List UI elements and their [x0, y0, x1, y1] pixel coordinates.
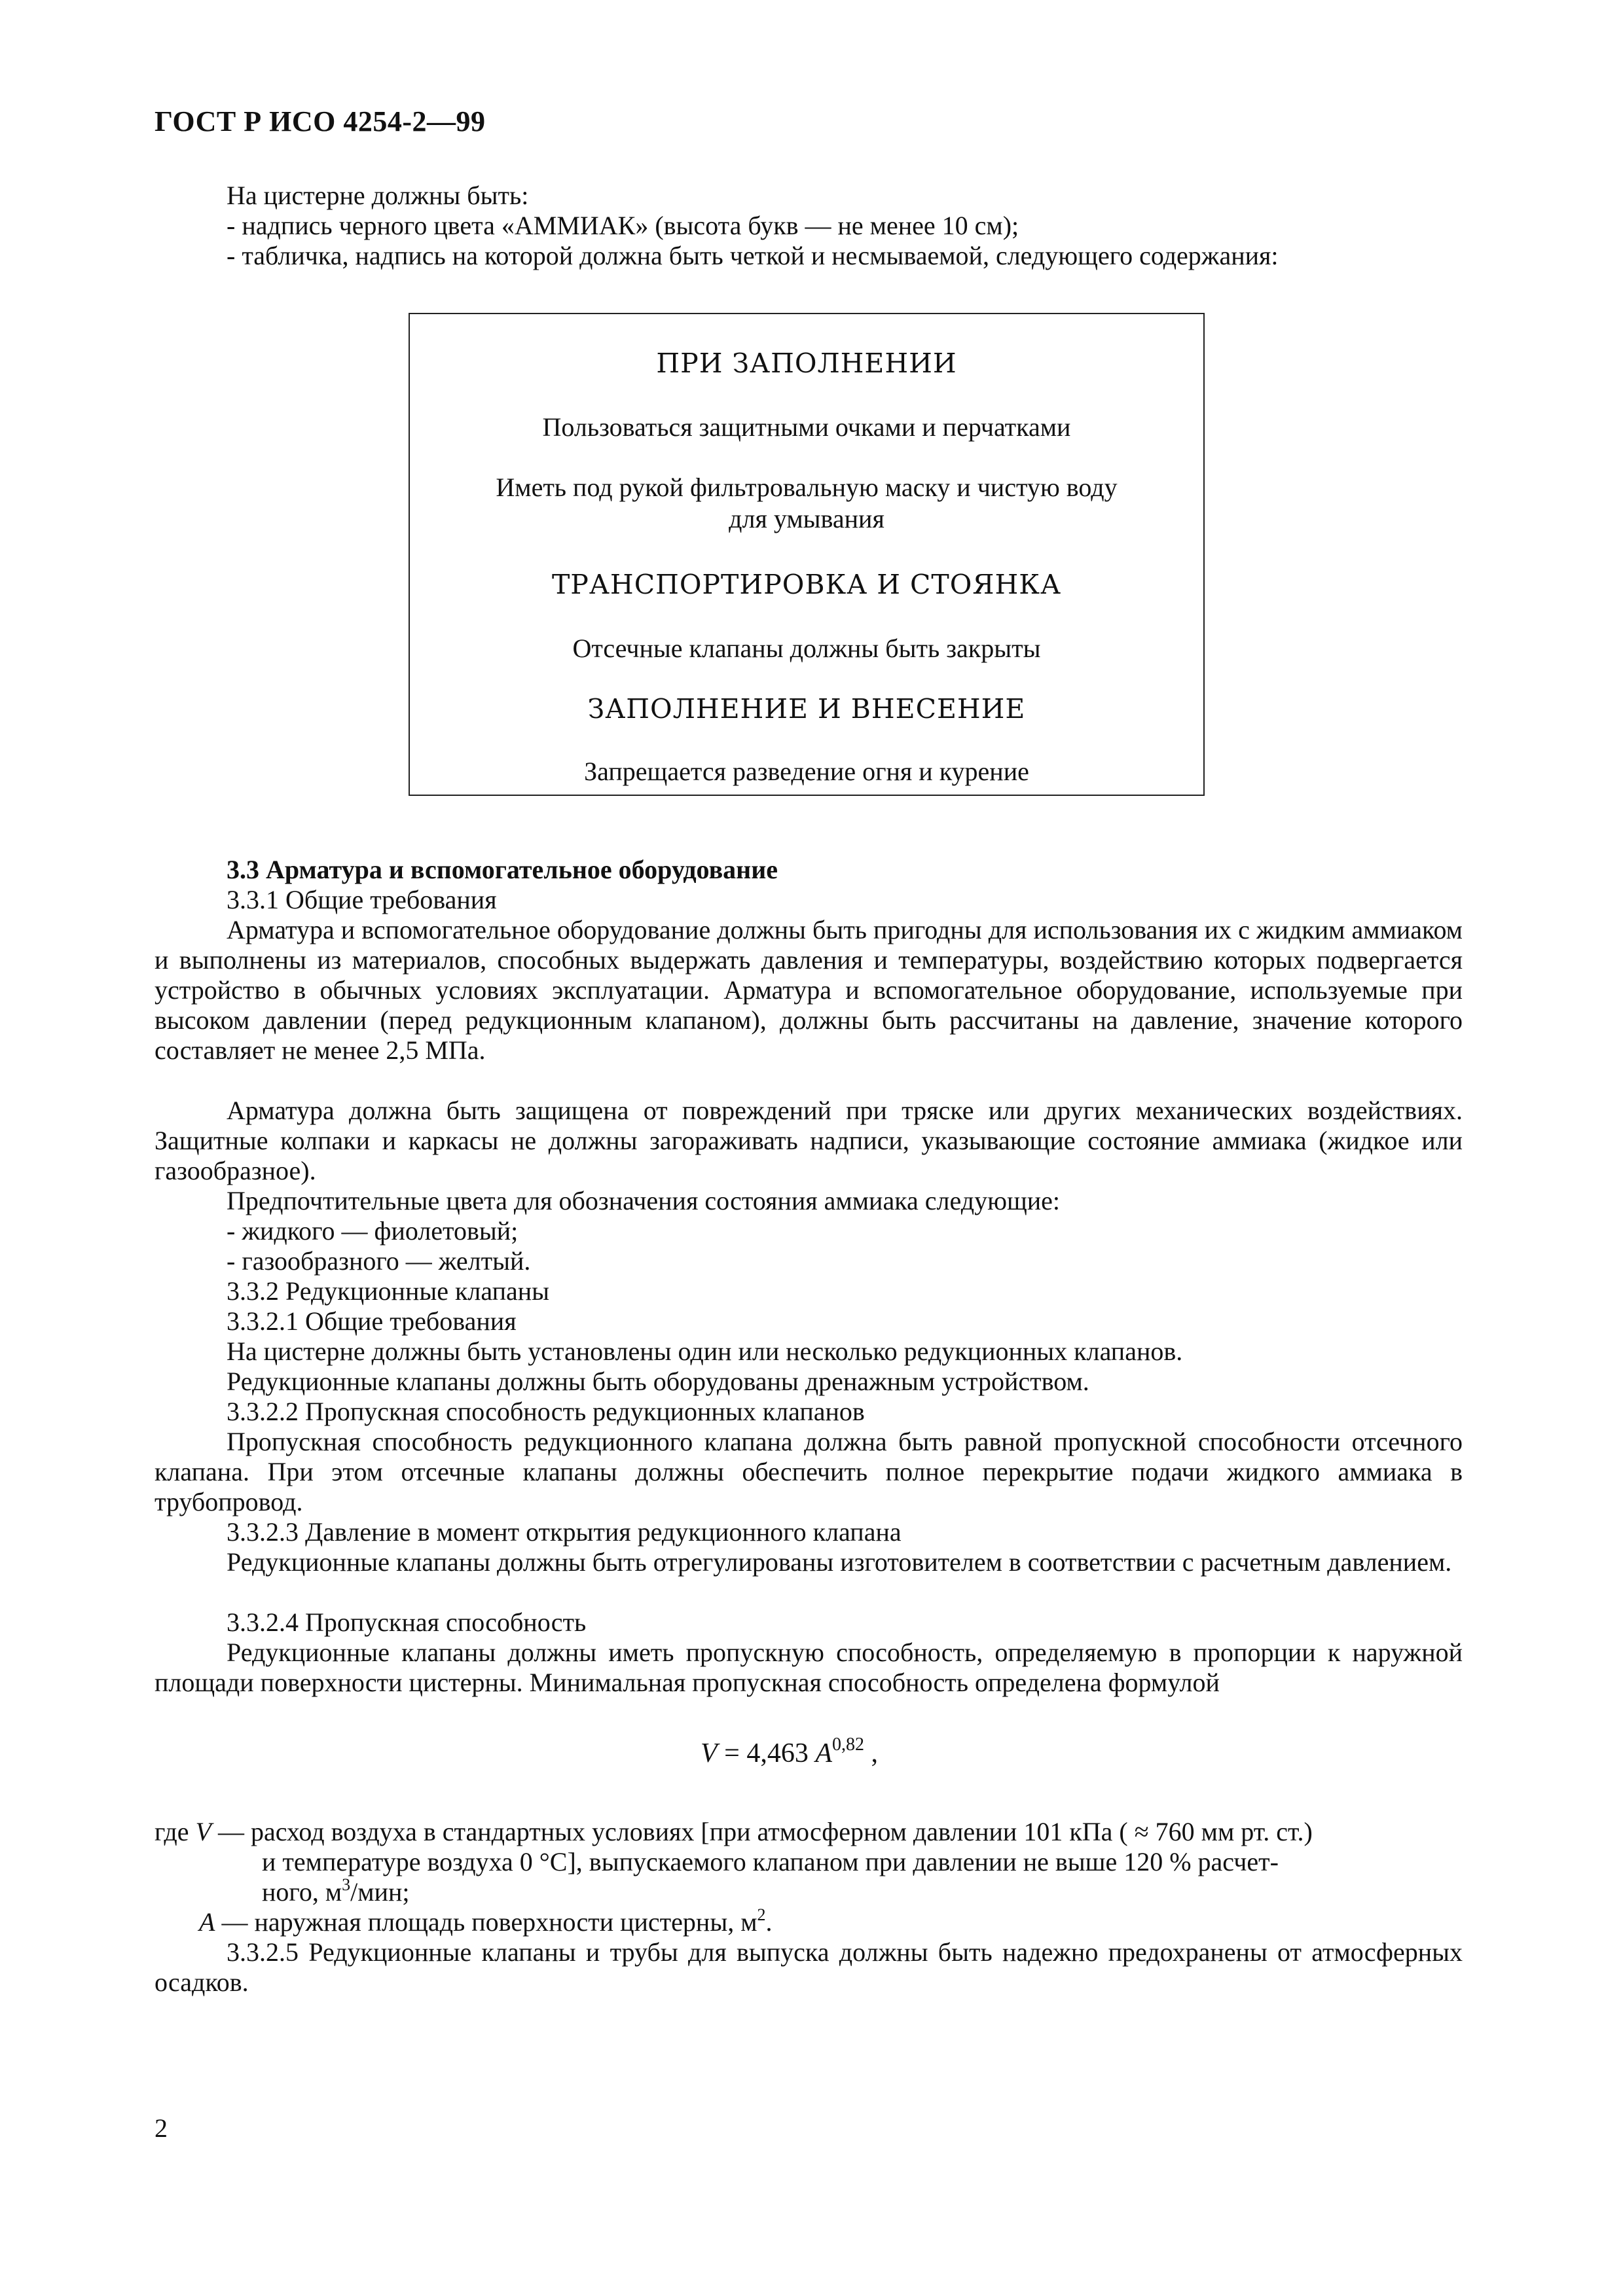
subsection-3-3-2-1: 3.3.2.1 Общие требования: [227, 1306, 517, 1336]
plate-line-valves: Отсечные клапаны должны быть закрыты: [572, 634, 1041, 663]
plate-line-goggles: Пользоваться защитными очками и перчатками: [542, 412, 1071, 442]
paragraph-protection: Арматура должна быть защищена от повреждений при тряске или других механических воздействиях. Защитные колпаки и каркасы не должны загораживать надписи, указывающие состояние аммиака (жидкое или газообразное).: [155, 1096, 1463, 1185]
plate-line-fire: Запрещается разведение огня и курение: [584, 757, 1029, 786]
standard-header: ГОСТ Р ИСО 4254-2—99: [155, 105, 486, 137]
legend-v-text: — расход воздуха в стандартных условиях [при атмосферном давлении 101 кПа ( ≈ 760 мм рт. ст.): [211, 1817, 1313, 1846]
subsection-3-3-2-4: 3.3.2.4 Пропускная способность: [227, 1607, 587, 1637]
formula-variable-v: V: [701, 1738, 718, 1768]
legend-v-line-3: [262, 1877, 410, 1907]
subsection-3-3-2: 3.3.2 Редукционные клапаны: [227, 1276, 550, 1306]
plate-line-mask-cont: для умывания: [729, 504, 884, 533]
legend-v-unit: ного, м: [262, 1877, 342, 1907]
legend-a-line: [199, 1907, 773, 1937]
color-gas: - газообразного — желтый.: [227, 1246, 531, 1276]
legend-a-text: — наружная площадь поверхности цистерны, м: [215, 1907, 757, 1937]
legend-v-unit-tail: /мин;: [350, 1877, 410, 1907]
legend-v-line: [155, 1817, 1313, 1847]
legend-v-unit-exponent: 3: [342, 1875, 351, 1894]
paragraph-drainage: Редукционные клапаны должны быть оборудованы дренажным устройством.: [227, 1367, 1089, 1396]
legend-v-symbol: V: [195, 1817, 211, 1846]
paragraph-adjustment: Редукционные клапаны должны быть отрегулированы изготовителем в соответствии с расчетным давлением.: [227, 1547, 1452, 1577]
formula-exponent: 0,82: [832, 1734, 864, 1755]
plate-line-mask: Иметь под рукой фильтровальную маску и чистую воду: [496, 473, 1118, 502]
formula-coefficient: = 4,463: [717, 1738, 816, 1768]
section-3-3-title: 3.3 Арматура и вспомогательное оборудование: [227, 855, 778, 884]
plate-heading-filling: ПРИ ЗАПОЛНЕНИИ: [656, 348, 957, 379]
capacity-formula: [701, 1734, 878, 1770]
intro-lead: На цистерне должны быть:: [227, 181, 529, 210]
paragraph-fittings: Арматура и вспомогательное оборудование должны быть пригодны для использования их с жидким аммиаком и выполнены из материалов, способных выдержать давления и температуры, воздействию которых подвергается устройство в обычных условиях эксплуатации. Арматура и вспомогательное оборудование, используемые при высоком давлении (перед редукционным клапаном), должны быть рассчитаны на давление, значение которого составляет не менее 2,5 МПа.: [155, 915, 1463, 1065]
legend-v-line-2: и температуре воздуха 0 °С], выпускаемого клапаном при давлении не выше 120 % расчет-: [262, 1847, 1279, 1876]
color-liquid: - жидкого — фиолетовый;: [227, 1216, 519, 1246]
colors-lead: Предпочтительные цвета для обозначения состояния аммиака следующие:: [227, 1186, 1061, 1215]
paragraph-3-3-2-5: 3.3.2.5 Редукционные клапаны и трубы для выпуска должны быть надежно предохранены от атмосферных осадков.: [155, 1937, 1463, 1997]
paragraph-valves-installed: На цистерне должны быть установлены один или несколько редукционных клапанов.: [227, 1336, 1183, 1366]
formula-variable-a: A: [815, 1738, 832, 1768]
formula-tail: ,: [864, 1738, 878, 1768]
subsection-3-3-2-3: 3.3.2.3 Давление в момент открытия редукционного клапана: [227, 1517, 902, 1547]
legend-a-unit-exponent: 2: [757, 1905, 766, 1924]
paragraph-capacity-equal: Пропускная способность редукционного клапана должна быть равной пропускной способности отсечного клапана. При этом отсечные клапаны должны обеспечить полное перекрытие подачи жидкого аммиака в трубопровод.: [155, 1427, 1463, 1516]
legend-a-tail: .: [765, 1907, 773, 1937]
intro-item: - надпись черного цвета «АММИАК» (высота букв — не менее 10 см);: [227, 211, 1019, 240]
plate-heading-transport: ТРАНСПОРТИРОВКА И СТОЯНКА: [551, 569, 1062, 600]
subsection-3-3-2-2: 3.3.2.2 Пропускная способность редукционных клапанов: [227, 1397, 865, 1426]
plate-heading-fill-apply: ЗАПОЛНЕНИЕ И ВНЕСЕНИЕ: [587, 693, 1026, 725]
paragraph-capacity-formula: Редукционные клапаны должны иметь пропускную способность, определяемую в пропорции к наружной площади поверхности цистерны. Минимальная пропускная способность определена формулой: [155, 1638, 1463, 1697]
legend-a-symbol: A: [199, 1907, 215, 1937]
warning-plate: [409, 313, 1205, 796]
legend-where: где: [155, 1817, 196, 1846]
intro-item: - табличка, надпись на которой должна быть четкой и несмываемой, следующего содержания:: [227, 241, 1279, 270]
page-number: 2: [155, 2113, 168, 2143]
subsection-3-3-1: 3.3.1 Общие требования: [227, 885, 497, 914]
